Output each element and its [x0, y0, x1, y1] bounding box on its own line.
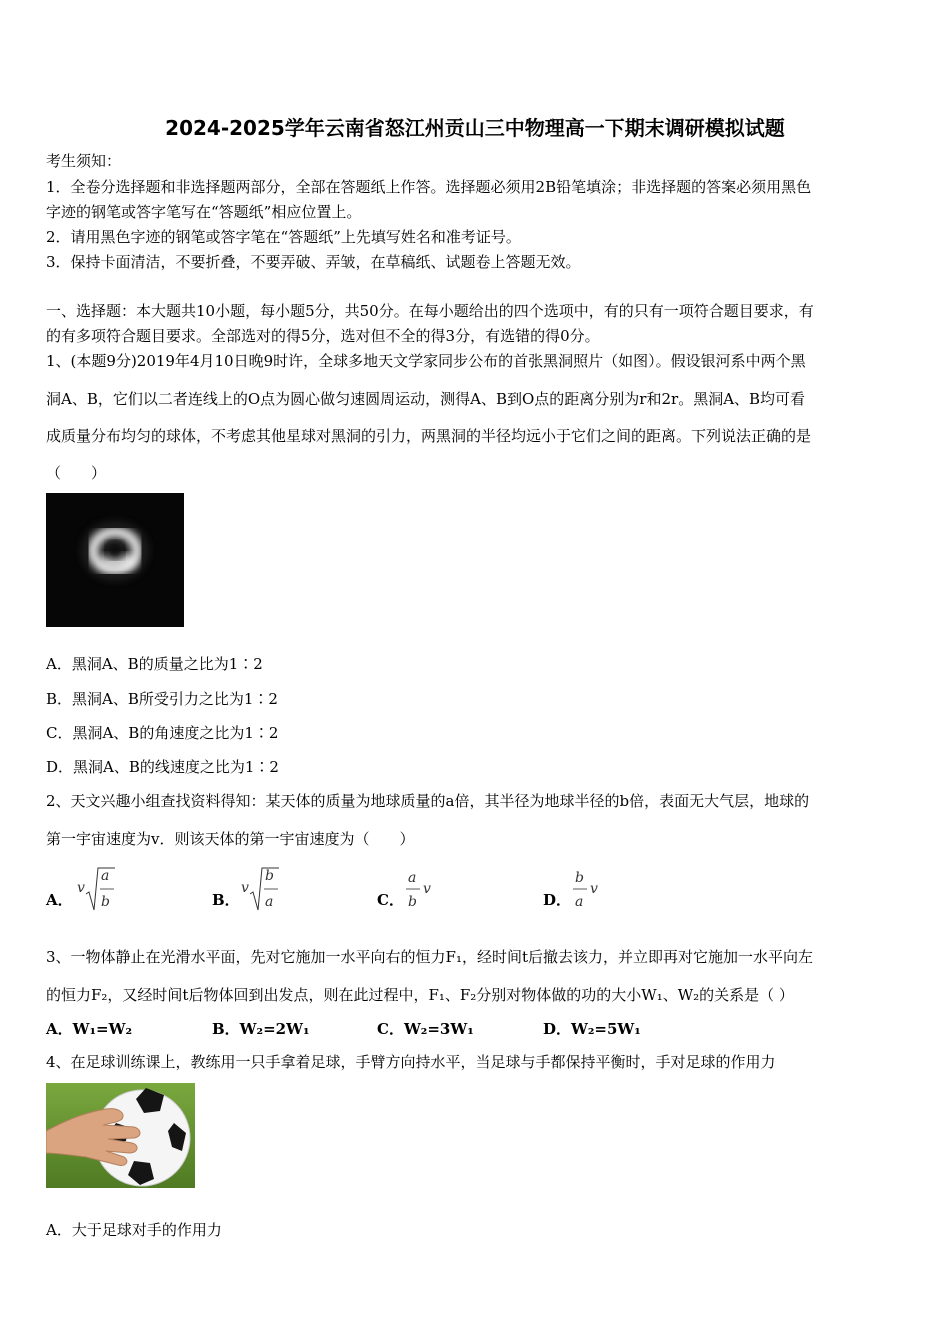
q2-option-a-label: A．: [46, 891, 73, 909]
notice-heading: 考生须知：: [46, 152, 122, 170]
q1-option-c: C．黑洞A、B的角速度之比为1∶2: [46, 724, 279, 742]
football-hand-photo: [46, 1083, 195, 1188]
notice-item-3: 3．保持卡面清洁，不要折叠，不要弄破、弄皱，在草稿纸、试题卷上答题无效。: [46, 253, 581, 271]
q1-option-b: B．黑洞A、B所受引力之比为1∶2: [46, 690, 278, 708]
page-title: 2024-2025学年云南省怒江州贡山三中物理高一下期末调研模拟试题: [165, 116, 785, 140]
black-hole-photo: [46, 493, 184, 627]
q2-a-num: a: [101, 868, 110, 884]
q1-stem-3: 成质量分布均匀的球体，不考虑其他星球对黑洞的引力，两黑洞的半径均远小于它们之间的距离。下列说法正确的是: [46, 427, 812, 445]
q2-stem-1: 2、天文兴趣小组查找资料得知：某天体的质量为地球质量的a倍，其半径为地球半径的b倍，表面无大气层，地球的: [46, 792, 810, 810]
q3-option-b: B．W₂=2W₁: [212, 1020, 310, 1038]
q2-c-v: v: [423, 881, 431, 897]
q2-b-den: a: [265, 894, 274, 910]
q2-d-num: b: [575, 870, 584, 886]
q2-a-v: v: [77, 880, 85, 896]
q4-option-a: A．大于足球对手的作用力: [46, 1221, 222, 1239]
q3-stem-1: 3、一物体静止在光滑水平面，先对它施加一水平向右的恒力F₁，经时间t后撤去该力，并立即再对它施加一水平向左: [46, 948, 813, 966]
q1-option-a: A．黑洞A、B的质量之比为1∶2: [46, 655, 263, 673]
q3-stem-2: 的恒力F₂，又经时间t后物体回到出发点，则在此过程中，F₁、F₂分别对物体做的功的大小W₁、W₂的关系是（ ）: [46, 986, 794, 1004]
q2-option-d-formula: [572, 866, 602, 916]
q2-option-c-formula: [405, 866, 435, 916]
section-instructions-cont: 的有多项符合题目要求。全部选对的得5分，选对但不全的得3分，有选错的得0分。: [46, 327, 600, 345]
q3-option-a: A．W₁=W₂: [46, 1020, 133, 1038]
q2-d-den: a: [575, 894, 584, 910]
q4-stem: 4、在足球训练课上，教练用一只手拿着足球，手臂方向持水平，当足球与手都保持平衡时，手对足球的作用力: [46, 1053, 776, 1071]
q2-d-v: v: [590, 881, 598, 897]
q2-c-den: b: [408, 894, 417, 910]
q2-stem-2: 第一宇宙速度为v．则该天体的第一宇宙速度为（ ）: [46, 830, 415, 848]
section-instructions: 一、选择题：本大题共10小题，每小题5分，共50分。在每小题给出的四个选项中，有的只有一项符合题目要求，有: [46, 302, 814, 320]
q1-option-d: D．黑洞A、B的线速度之比为1∶2: [46, 758, 279, 776]
q3-option-c: C．W₂=3W₁: [377, 1020, 474, 1038]
q2-option-b-formula: [240, 862, 280, 916]
q1-stem-1: 1、(本题9分)2019年4月10日晚9时许，全球多地天文学家同步公布的首张黑洞照片（如图）。假设银河系中两个黑: [46, 352, 806, 370]
q1-stem-2: 洞A、B，它们以二者连线上的O点为圆心做匀速圆周运动，测得A、B到O点的距离分别为r和2r。黑洞A、B均可看: [46, 390, 806, 408]
q2-option-d-label: D．: [543, 891, 572, 909]
q1-stem-4: （ ）: [46, 464, 107, 482]
q2-option-c-label: C．: [377, 891, 404, 909]
notice-item-1: 1．全卷分选择题和非选择题两部分，全部在答题纸上作答。选择题必须用2B铅笔填涂；非选择题的答案必须用黑色: [46, 178, 812, 196]
q2-b-num: b: [265, 868, 274, 884]
notice-item-1-cont: 字迹的钢笔或答字笔写在“答题纸”相应位置上。: [46, 203, 362, 221]
q2-a-den: b: [101, 894, 110, 910]
q2-b-v: v: [241, 880, 249, 896]
notice-item-2: 2．请用黑色字迹的钢笔或答字笔在“答题纸”上先填写姓名和准考证号。: [46, 228, 521, 246]
q2-option-a-formula: [76, 862, 116, 916]
q3-option-d: D．W₂=5W₁: [543, 1020, 641, 1038]
q2-option-b-label: B．: [212, 891, 240, 909]
q2-c-num: a: [408, 870, 417, 886]
